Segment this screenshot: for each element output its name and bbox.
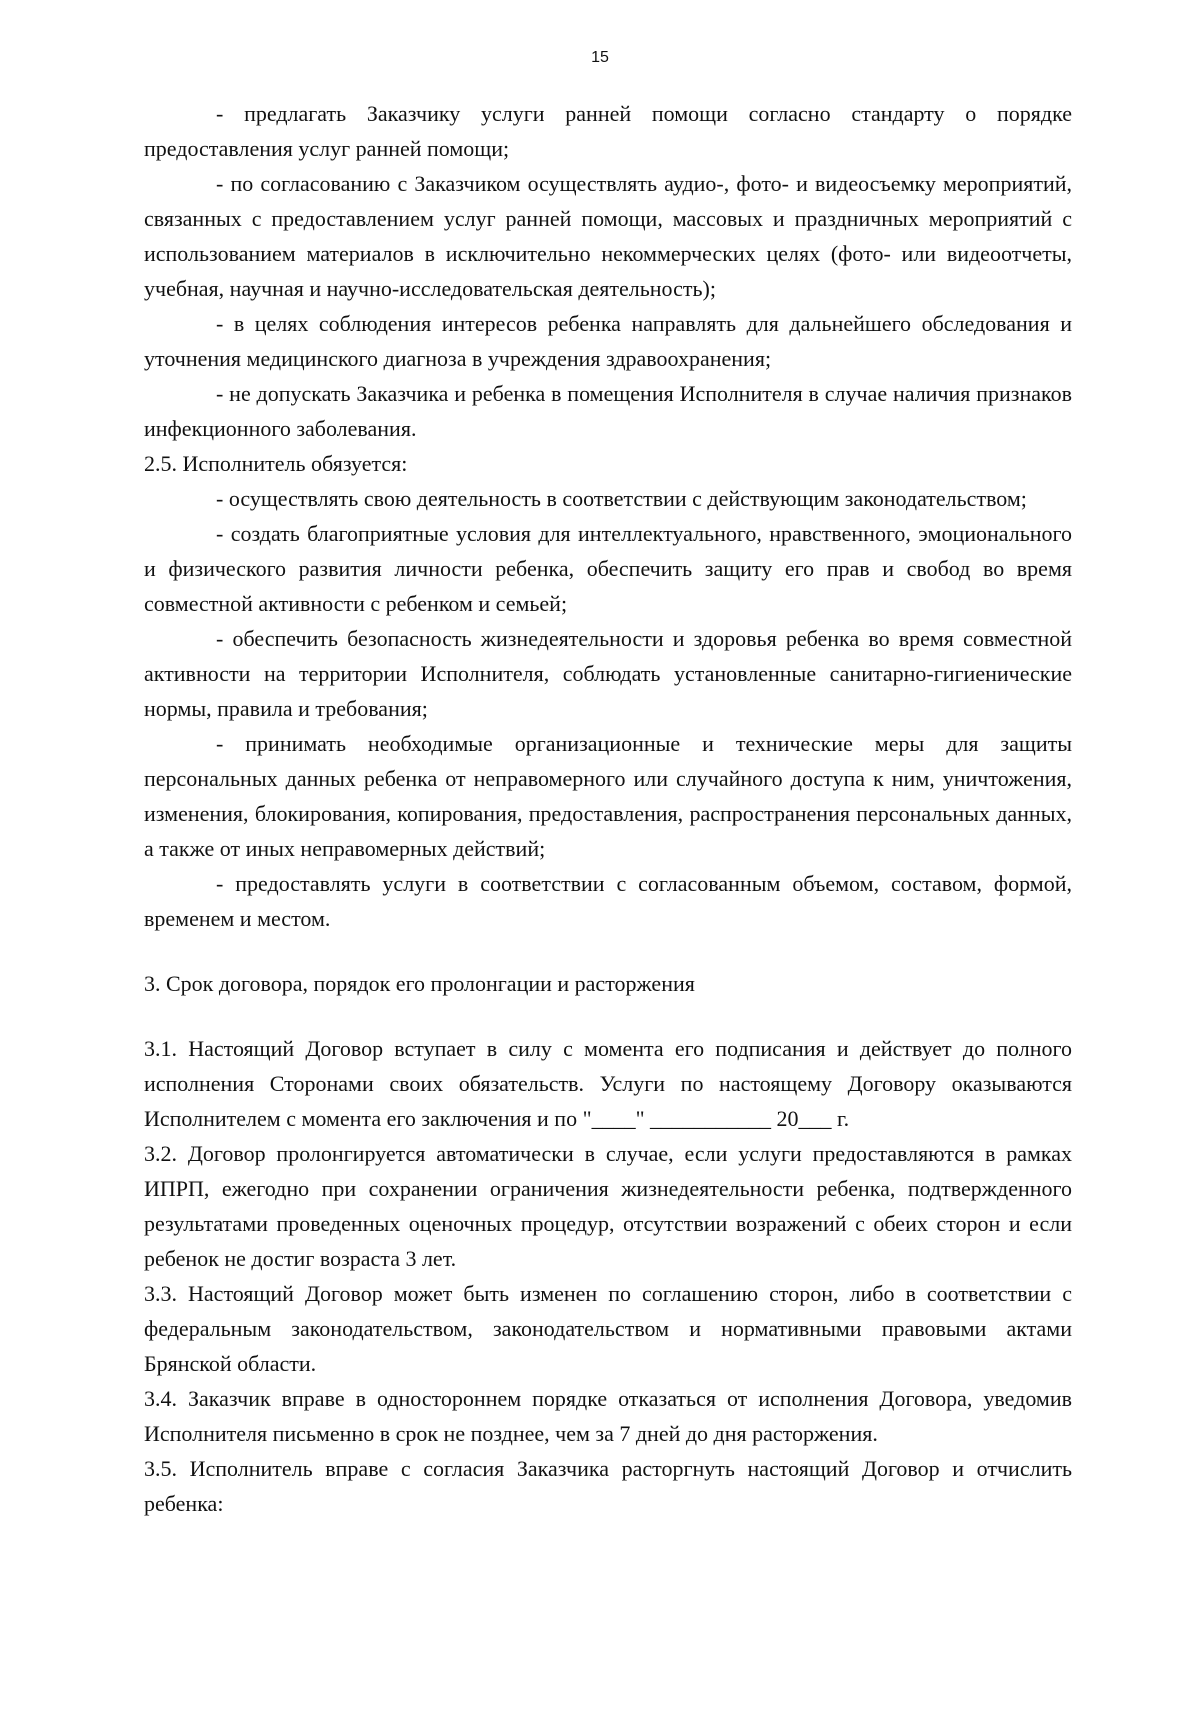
paragraph: - осуществлять свою деятельность в соответствии с действующим законодательством; <box>216 486 1027 511</box>
paragraph: 3.1. Настоящий Договор вступает в силу с момента его подписания и действует до полного исполнения Сторонами своих обязательств. Услуги по настоящему Договору оказываются Исполнителем с момента его заключения и по "____" ___________ 20___ г. <box>144 1036 1072 1131</box>
paragraph: - по согласованию с Заказчиком осуществлять аудио-, фото- и видеосъемку мероприятий, связанных с предоставлением услуг ранней помощи, массовых и праздничных мероприятий с использованием материалов в исключительно некоммерческих целях (фото- или видеоотчеты, учебная, научная и научно-исследовательская деятельность); <box>144 171 1072 301</box>
section-heading: 3. Срок договора, порядок его пролонгации и расторжения <box>144 971 695 996</box>
document-body <box>144 96 1072 1521</box>
obligations-section <box>144 96 1072 936</box>
page-number: 15 <box>591 49 609 66</box>
paragraph: 3.4. Заказчик вправе в одностороннем порядке отказаться от исполнения Договора, уведомив Исполнителя письменно в срок не позднее, чем за 7 дней до дня расторжения. <box>144 1386 1072 1446</box>
paragraph: - не допускать Заказчика и ребенка в помещения Исполнителя в случае наличия признаков инфекционного заболевания. <box>144 381 1072 441</box>
contract-term-section <box>144 1031 1072 1521</box>
paragraph: - предоставлять услуги в соответствии с согласованным объемом, составом, формой, временем и местом. <box>144 871 1072 931</box>
paragraph: - принимать необходимые организационные и технические меры для защиты персональных данных ребенка от неправомерного или случайного доступа к ним, уничтожения, изменения, блокирования, копирования, предоставления, распространения персональных данных, а также от иных неправомерных действий; <box>144 731 1072 861</box>
paragraph: - обеспечить безопасность жизнедеятельности и здоровья ребенка во время совместной активности на территории Исполнителя, соблюдать установленные санитарно-гигиенические нормы, правила и требования; <box>144 626 1072 721</box>
paragraph: - создать благоприятные условия для интеллектуального, нравственного, эмоционального и физического развития личности ребенка, обеспечить защиту его прав и свобод во время совместной активности с ребенком и семьей; <box>144 521 1072 616</box>
paragraph: - в целях соблюдения интересов ребенка направлять для дальнейшего обследования и уточнения медицинского диагноза в учреждения здравоохранения; <box>144 311 1072 371</box>
paragraph: 2.5. Исполнитель обязуется: <box>144 451 408 476</box>
paragraph: 3.2. Договор пролонгируется автоматически в случае, если услуги предоставляются в рамках ИПРП, ежегодно при сохранении ограничения жизнедеятельности ребенка, подтвержденного результатами проведенных оценочных процедур, отсутствии возражений с обеих сторон и если ребенок не достиг возраста 3 лет. <box>144 1141 1072 1271</box>
paragraph: - предлагать Заказчику услуги ранней помощи согласно стандарту о порядке предоставления услуг ранней помощи; <box>144 101 1072 161</box>
paragraph: 3.5. Исполнитель вправе с согласия Заказчика расторгнуть настоящий Договор и отчислить ребенка: <box>144 1456 1072 1516</box>
paragraph: 3.3. Настоящий Договор может быть изменен по соглашению сторон, либо в соответствии с федеральным законодательством, законодательством и нормативными правовыми актами Брянской области. <box>144 1281 1072 1376</box>
